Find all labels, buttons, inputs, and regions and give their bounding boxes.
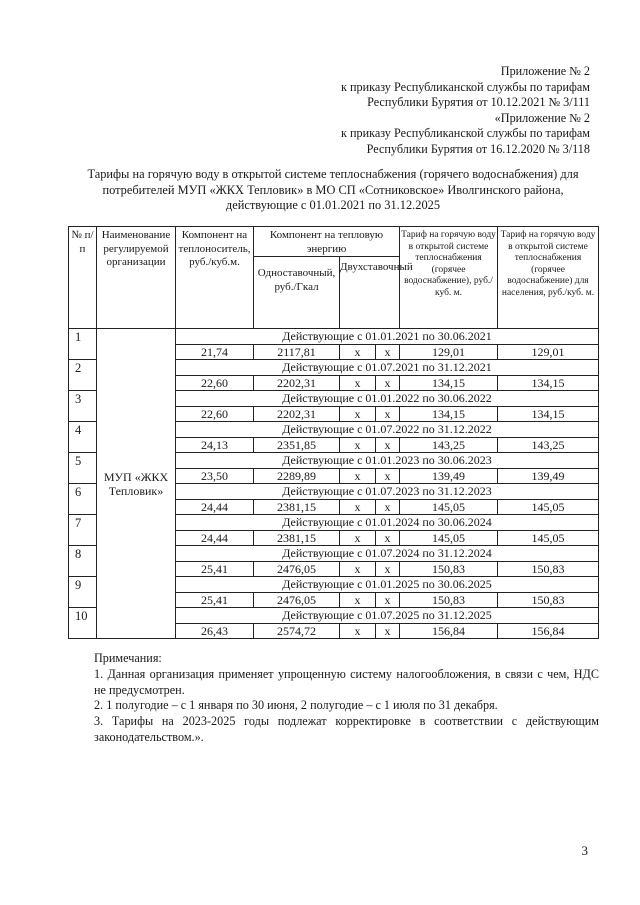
tariff-value: 139,49 [400,469,498,484]
tariff-value: 129,01 [400,345,498,360]
tariff-population-value: 129,01 [498,345,599,360]
heat-carrier-value: 22,60 [176,376,254,391]
two-rate-x: х [340,593,376,608]
tariff-population-value: 145,05 [498,500,599,515]
header-two-rate: Двухставочный [340,257,400,329]
one-rate-value: 2476,05 [254,562,340,577]
two-rate-x: х [376,531,400,546]
note-item: 3. Тарифы на 2023-2025 годы подлежат корректировке в соответствии с действующим законодательством.». [94,714,599,744]
heat-carrier-value: 24,13 [176,438,254,453]
tariff-table [68,226,599,639]
note-item: 1. Данная организация применяет упрощенную систему налогообложения, в связи с чем, НДС не предусмотрен. [94,666,599,697]
heat-carrier-value: 21,74 [176,345,254,360]
two-rate-x: х [376,438,400,453]
two-rate-x: х [340,531,376,546]
tariff-value: 143,25 [400,438,498,453]
row-number: 10 [69,608,97,639]
header-tariff-population: Тариф на горячую воду в открытой системе теплоснабжения (горячее водоснабжение) для населения, руб./куб. м. [498,227,599,329]
tariff-value: 134,15 [400,376,498,391]
row-number: 3 [69,391,97,422]
one-rate-value: 2117,81 [254,345,340,360]
two-rate-x: х [340,407,376,422]
tariff-population-value: 134,15 [498,376,599,391]
header-line: Приложение № 2 [500,64,590,78]
tariff-value: 150,83 [400,562,498,577]
two-rate-x: х [340,469,376,484]
header-thermal-energy: Компонент на тепловую энергию [254,227,400,257]
period-label: Действующие с 01.01.2022 по 30.06.2022 [176,391,599,407]
title-line: потребителей МУП «ЖКХ Тепловик» в МО СП «Сотниковское» Иволгинского района, [102,182,564,197]
one-rate-value: 2381,15 [254,531,340,546]
two-rate-x: х [376,407,400,422]
header-tariff: Тариф на горячую воду в открытой системе теплоснабжения (горячее водоснабжение), руб./куб. м. [400,227,498,329]
row-number: 9 [69,577,97,608]
note-item: 2. 1 полугодие – с 1 января по 30 июня, 2 полугодие – с 1 июля по 31 декабря. [94,698,498,713]
two-rate-x: х [376,376,400,391]
tariff-population-value: 150,83 [498,562,599,577]
row-number: 4 [69,422,97,453]
row-number: 2 [69,360,97,391]
header-line: Республики Бурятия от 16.12.2020 № 3/118 [366,141,590,156]
period-label: Действующие с 01.07.2023 по 31.12.2023 [176,484,599,500]
tariff-value: 156,84 [400,624,498,639]
header-org-name: Наименование регулируемой организации [97,227,176,329]
two-rate-x: х [376,469,400,484]
row-number: 8 [69,546,97,577]
one-rate-value: 2381,15 [254,500,340,515]
row-number: 7 [69,515,97,546]
tariff-population-value: 145,05 [498,531,599,546]
row-number: 1 [69,329,97,360]
period-label: Действующие с 01.01.2024 по 30.06.2024 [176,515,599,531]
title-line: действующие с 01.01.2021 по 31.12.2025 [225,198,441,212]
one-rate-value: 2202,31 [254,407,340,422]
period-label: Действующие с 01.07.2024 по 31.12.2024 [176,546,599,562]
heat-carrier-value: 25,41 [176,593,254,608]
one-rate-value: 2289,89 [254,469,340,484]
heat-carrier-value: 23,50 [176,469,254,484]
organization-name: МУП «ЖКХ Тепловик» [97,329,176,639]
period-label: Действующие с 01.07.2022 по 31.12.2022 [176,422,599,438]
tariff-value: 150,83 [400,593,498,608]
period-label: Действующие с 01.01.2023 по 30.06.2023 [176,453,599,469]
header-line: Республики Бурятия от 10.12.2021 № 3/111 [367,95,590,110]
two-rate-x: х [376,593,400,608]
one-rate-value: 2476,05 [254,593,340,608]
heat-carrier-value: 24,44 [176,531,254,546]
two-rate-x: х [376,624,400,639]
tariff-value: 145,05 [400,531,498,546]
heat-carrier-value: 24,44 [176,500,254,515]
one-rate-value: 2351,85 [254,438,340,453]
header-heat-carrier: Компонент на теплоноситель, руб./куб.м. [176,227,254,329]
two-rate-x: х [376,500,400,515]
tariff-population-value: 150,83 [498,593,599,608]
period-label: Действующие с 01.07.2021 по 31.12.2021 [176,360,599,376]
heat-carrier-value: 25,41 [176,562,254,577]
row-number: 6 [69,484,97,515]
row-number: 5 [69,453,97,484]
two-rate-x: х [376,345,400,360]
header-line: к приказу Республиканской службы по тарифам [341,126,590,141]
tariff-population-value: 143,25 [498,438,599,453]
period-label: Действующие с 01.01.2025 по 30.06.2025 [176,577,599,593]
period-label: Действующие с 01.01.2021 по 30.06.2021 [176,329,599,345]
tariff-population-value: 139,49 [498,469,599,484]
notes-heading: Примечания: [94,651,162,665]
tariff-value: 145,05 [400,500,498,515]
two-rate-x: х [340,562,376,577]
two-rate-x: х [340,376,376,391]
two-rate-x: х [340,345,376,360]
heat-carrier-value: 26,43 [176,624,254,639]
one-rate-value: 2574,72 [254,624,340,639]
one-rate-value: 2202,31 [254,376,340,391]
document-header [260,64,590,158]
notes-section [94,651,599,746]
tariff-population-value: 134,15 [498,407,599,422]
period-label: Действующие с 01.07.2025 по 31.12.2025 [176,608,599,624]
two-rate-x: х [376,562,400,577]
tariff-value: 134,15 [400,407,498,422]
header-line: «Приложение № 2 [494,110,590,125]
header-num: № п/ п [69,227,97,329]
header-line: к приказу Республиканской службы по тарифам [341,79,590,94]
title-line: Тарифы на горячую воду в открытой системе теплоснабжения (горячего водоснабжения) для [87,167,579,181]
tariff-population-value: 156,84 [498,624,599,639]
period-row [69,329,599,345]
page-number: 3 [581,843,588,858]
heat-carrier-value: 22,60 [176,407,254,422]
document-title [68,167,598,214]
two-rate-x: х [340,438,376,453]
two-rate-x: х [340,624,376,639]
header-one-rate: Одноставочный, руб./Гкал [254,257,340,329]
two-rate-x: х [340,500,376,515]
